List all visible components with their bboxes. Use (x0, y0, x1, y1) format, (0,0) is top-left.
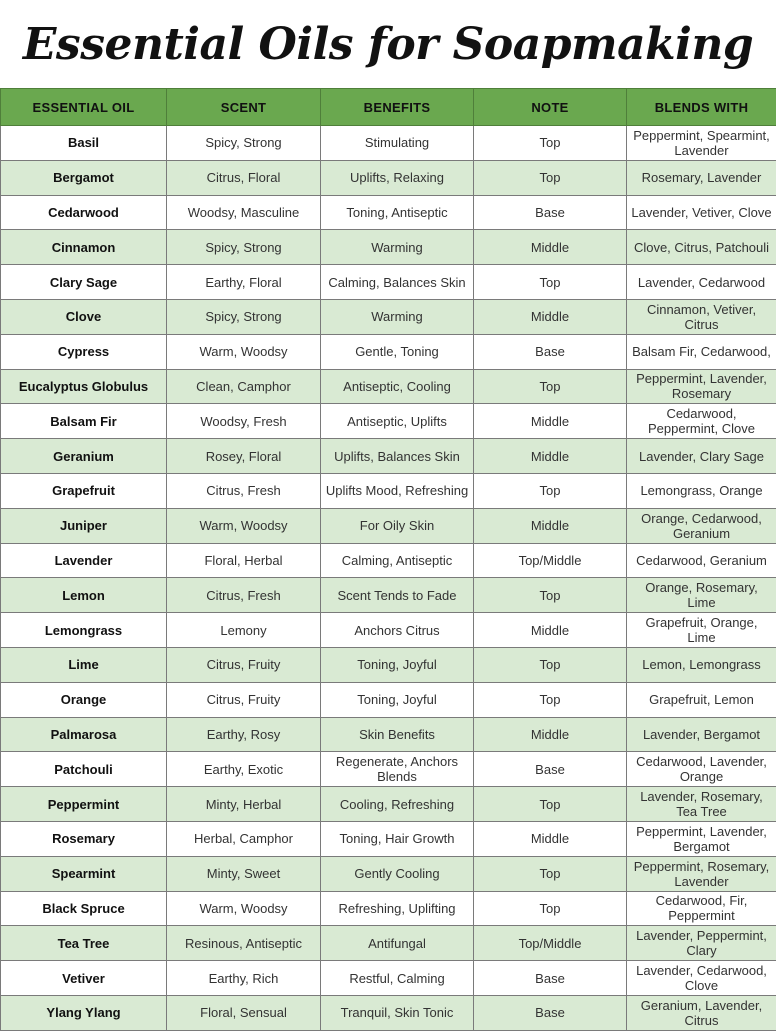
cell-essential-oil: Juniper (1, 508, 167, 543)
table-row (1, 682, 776, 717)
cell-blends-with: Lavender, Rosemary, Tea Tree (627, 787, 776, 822)
cell-benefits: Toning, Joyful (321, 682, 474, 717)
header-note: NOTE (474, 89, 627, 126)
cell-blends-with: Peppermint, Spearmint, Lavender (627, 126, 776, 161)
cell-scent: Earthy, Floral (167, 265, 321, 300)
cell-essential-oil: Rosemary (1, 821, 167, 856)
cell-benefits: Calming, Antiseptic (321, 543, 474, 578)
cell-scent: Citrus, Fruity (167, 682, 321, 717)
cell-blends-with: Cedarwood, Lavender, Orange (627, 752, 776, 787)
cell-benefits: Antiseptic, Uplifts (321, 404, 474, 439)
cell-blends-with: Cinnamon, Vetiver, Citrus (627, 299, 776, 334)
cell-scent: Minty, Sweet (167, 856, 321, 891)
cell-note: Top (474, 160, 627, 195)
table-row (1, 265, 776, 300)
cell-essential-oil: Basil (1, 126, 167, 161)
cell-blends-with: Geranium, Lavender, Citrus (627, 995, 776, 1030)
cell-note: Top (474, 578, 627, 613)
table-row (1, 821, 776, 856)
cell-scent: Warm, Woodsy (167, 334, 321, 369)
cell-essential-oil: Lime (1, 647, 167, 682)
cell-essential-oil: Cedarwood (1, 195, 167, 230)
table-row (1, 369, 776, 404)
cell-blends-with: Lemongrass, Orange (627, 473, 776, 508)
cell-benefits: Skin Benefits (321, 717, 474, 752)
cell-note: Top (474, 891, 627, 926)
cell-blends-with: Lavender, Cedarwood, Clove (627, 961, 776, 996)
cell-note: Top (474, 126, 627, 161)
table-row (1, 787, 776, 822)
cell-essential-oil: Eucalyptus Globulus (1, 369, 167, 404)
cell-note: Middle (474, 299, 627, 334)
cell-scent: Earthy, Rosy (167, 717, 321, 752)
table-row (1, 752, 776, 787)
cell-essential-oil: Vetiver (1, 961, 167, 996)
cell-scent: Spicy, Strong (167, 126, 321, 161)
cell-note: Middle (474, 404, 627, 439)
cell-scent: Floral, Sensual (167, 995, 321, 1030)
cell-blends-with: Orange, Cedarwood, Geranium (627, 508, 776, 543)
cell-scent: Lemony (167, 613, 321, 648)
cell-essential-oil: Bergamot (1, 160, 167, 195)
cell-scent: Rosey, Floral (167, 439, 321, 474)
cell-benefits: Warming (321, 299, 474, 334)
cell-note: Base (474, 961, 627, 996)
table-row (1, 578, 776, 613)
table-row (1, 439, 776, 474)
cell-blends-with: Cedarwood, Peppermint, Clove (627, 404, 776, 439)
table-row (1, 543, 776, 578)
cell-blends-with: Cedarwood, Fir, Peppermint (627, 891, 776, 926)
cell-scent: Spicy, Strong (167, 299, 321, 334)
cell-essential-oil: Patchouli (1, 752, 167, 787)
table-row (1, 299, 776, 334)
cell-scent: Citrus, Fresh (167, 473, 321, 508)
cell-benefits: Scent Tends to Fade (321, 578, 474, 613)
cell-note: Middle (474, 508, 627, 543)
table-row (1, 856, 776, 891)
cell-blends-with: Rosemary, Lavender (627, 160, 776, 195)
cell-note: Middle (474, 439, 627, 474)
table-row (1, 926, 776, 961)
cell-note: Top (474, 265, 627, 300)
cell-scent: Woodsy, Fresh (167, 404, 321, 439)
table-row (1, 613, 776, 648)
cell-essential-oil: Clove (1, 299, 167, 334)
cell-scent: Clean, Camphor (167, 369, 321, 404)
page-title: Essential Oils for Soapmaking (0, 0, 776, 88)
cell-essential-oil: Lemongrass (1, 613, 167, 648)
cell-scent: Woodsy, Masculine (167, 195, 321, 230)
table-body (1, 126, 776, 1031)
cell-note: Base (474, 195, 627, 230)
cell-essential-oil: Ylang Ylang (1, 995, 167, 1030)
cell-benefits: Gently Cooling (321, 856, 474, 891)
cell-essential-oil: Lemon (1, 578, 167, 613)
cell-blends-with: Clove, Citrus, Patchouli (627, 230, 776, 265)
cell-scent: Citrus, Floral (167, 160, 321, 195)
cell-essential-oil: Balsam Fir (1, 404, 167, 439)
cell-scent: Resinous, Antiseptic (167, 926, 321, 961)
cell-essential-oil: Grapefruit (1, 473, 167, 508)
cell-blends-with: Orange, Rosemary, Lime (627, 578, 776, 613)
cell-essential-oil: Lavender (1, 543, 167, 578)
table-row (1, 891, 776, 926)
cell-scent: Warm, Woodsy (167, 508, 321, 543)
table-row (1, 508, 776, 543)
cell-benefits: Toning, Joyful (321, 647, 474, 682)
header-blends-with: BLENDS WITH (627, 89, 776, 126)
cell-blends-with: Peppermint, Lavender, Bergamot (627, 821, 776, 856)
table-row (1, 995, 776, 1030)
cell-blends-with: Peppermint, Rosemary, Lavender (627, 856, 776, 891)
table-row (1, 195, 776, 230)
cell-benefits: Stimulating (321, 126, 474, 161)
cell-essential-oil: Cinnamon (1, 230, 167, 265)
cell-essential-oil: Geranium (1, 439, 167, 474)
cell-note: Middle (474, 717, 627, 752)
cell-essential-oil: Tea Tree (1, 926, 167, 961)
cell-benefits: Regenerate, Anchors Blends (321, 752, 474, 787)
table-row (1, 717, 776, 752)
cell-benefits: Refreshing, Uplifting (321, 891, 474, 926)
cell-essential-oil: Palmarosa (1, 717, 167, 752)
cell-note: Top (474, 369, 627, 404)
table-row (1, 126, 776, 161)
cell-blends-with: Balsam Fir, Cedarwood, (627, 334, 776, 369)
cell-blends-with: Lavender, Peppermint, Clary (627, 926, 776, 961)
cell-benefits: Restful, Calming (321, 961, 474, 996)
cell-benefits: Antiseptic, Cooling (321, 369, 474, 404)
cell-note: Top (474, 682, 627, 717)
cell-benefits: Calming, Balances Skin (321, 265, 474, 300)
cell-blends-with: Lavender, Cedarwood (627, 265, 776, 300)
cell-note: Top/Middle (474, 543, 627, 578)
cell-benefits: Gentle, Toning (321, 334, 474, 369)
cell-blends-with: Peppermint, Lavender, Rosemary (627, 369, 776, 404)
cell-essential-oil: Peppermint (1, 787, 167, 822)
cell-blends-with: Cedarwood, Geranium (627, 543, 776, 578)
cell-scent: Citrus, Fruity (167, 647, 321, 682)
cell-benefits: Tranquil, Skin Tonic (321, 995, 474, 1030)
cell-note: Middle (474, 613, 627, 648)
essential-oils-table (0, 88, 776, 1031)
cell-note: Top (474, 787, 627, 822)
cell-note: Top (474, 647, 627, 682)
cell-blends-with: Grapefruit, Orange, Lime (627, 613, 776, 648)
cell-benefits: Uplifts, Balances Skin (321, 439, 474, 474)
header-scent: SCENT (167, 89, 321, 126)
cell-note: Top (474, 856, 627, 891)
cell-scent: Spicy, Strong (167, 230, 321, 265)
cell-benefits: Toning, Hair Growth (321, 821, 474, 856)
header-essential-oil: ESSENTIAL OIL (1, 89, 167, 126)
table-row (1, 647, 776, 682)
cell-note: Base (474, 752, 627, 787)
cell-note: Base (474, 995, 627, 1030)
cell-essential-oil: Orange (1, 682, 167, 717)
table-row (1, 404, 776, 439)
cell-benefits: Uplifts, Relaxing (321, 160, 474, 195)
table-row (1, 160, 776, 195)
cell-note: Middle (474, 821, 627, 856)
table-row (1, 230, 776, 265)
cell-benefits: Antifungal (321, 926, 474, 961)
cell-note: Middle (474, 230, 627, 265)
cell-note: Top (474, 473, 627, 508)
cell-note: Base (474, 334, 627, 369)
cell-essential-oil: Black Spruce (1, 891, 167, 926)
cell-essential-oil: Cypress (1, 334, 167, 369)
table-row (1, 334, 776, 369)
cell-blends-with: Lemon, Lemongrass (627, 647, 776, 682)
table-row (1, 473, 776, 508)
cell-scent: Earthy, Exotic (167, 752, 321, 787)
cell-scent: Citrus, Fresh (167, 578, 321, 613)
cell-blends-with: Grapefruit, Lemon (627, 682, 776, 717)
cell-benefits: Anchors Citrus (321, 613, 474, 648)
cell-blends-with: Lavender, Clary Sage (627, 439, 776, 474)
cell-scent: Earthy, Rich (167, 961, 321, 996)
cell-benefits: Warming (321, 230, 474, 265)
cell-scent: Minty, Herbal (167, 787, 321, 822)
cell-essential-oil: Spearmint (1, 856, 167, 891)
cell-benefits: Toning, Antiseptic (321, 195, 474, 230)
cell-benefits: For Oily Skin (321, 508, 474, 543)
cell-scent: Floral, Herbal (167, 543, 321, 578)
header-benefits: BENEFITS (321, 89, 474, 126)
cell-note: Top/Middle (474, 926, 627, 961)
cell-essential-oil: Clary Sage (1, 265, 167, 300)
table-row (1, 961, 776, 996)
cell-blends-with: Lavender, Vetiver, Clove (627, 195, 776, 230)
cell-benefits: Cooling, Refreshing (321, 787, 474, 822)
table-header-row (1, 89, 776, 126)
cell-scent: Warm, Woodsy (167, 891, 321, 926)
cell-benefits: Uplifts Mood, Refreshing (321, 473, 474, 508)
cell-blends-with: Lavender, Bergamot (627, 717, 776, 752)
cell-scent: Herbal, Camphor (167, 821, 321, 856)
